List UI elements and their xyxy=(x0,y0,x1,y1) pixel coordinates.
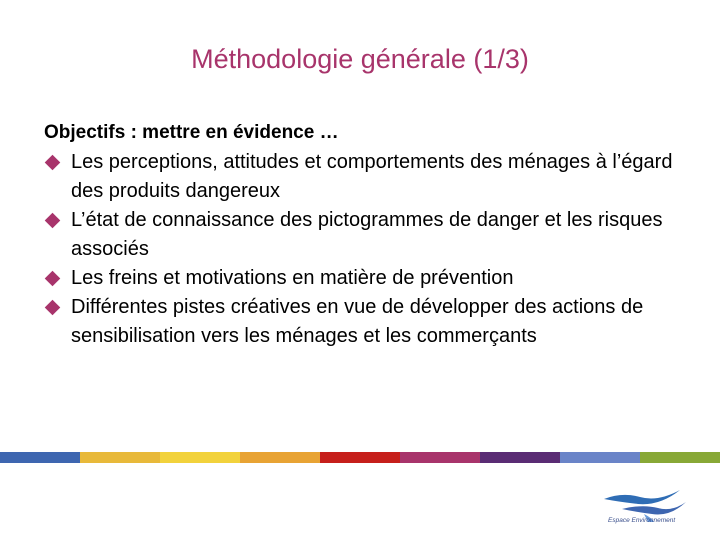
diamond-bullet-icon xyxy=(45,213,61,229)
footer-color-bar xyxy=(0,452,720,463)
bullet-item xyxy=(44,206,684,264)
color-bar-segment xyxy=(320,452,400,463)
slide-content xyxy=(44,118,684,351)
diamond-bullet-icon xyxy=(45,271,61,287)
bullet-item xyxy=(44,293,684,351)
bullet-text: Différentes pistes créatives en vue de développer des actions de sensibilisation vers les ménages et les commerçants xyxy=(71,296,644,347)
color-bar-segment xyxy=(160,452,240,463)
color-bar-segment xyxy=(80,452,160,463)
bullet-item xyxy=(44,264,684,293)
logo-text: Espace Environnement xyxy=(608,517,676,524)
diamond-bullet-icon xyxy=(45,300,61,316)
bullet-text: L’état de connaissance des pictogrammes de danger et les risques associés xyxy=(71,209,663,260)
color-bar-segment xyxy=(0,452,80,463)
color-bar-segment xyxy=(480,452,560,463)
bullet-text: Les freins et motivations en matière de prévention xyxy=(71,267,514,289)
diamond-bullet-icon xyxy=(45,155,61,171)
bullet-text: Les perceptions, attitudes et comportements des ménages à l’égard des produits dangereux xyxy=(71,151,673,202)
objectives-intro: Objectifs : mettre en évidence … xyxy=(44,122,339,143)
color-bar-segment xyxy=(640,452,720,463)
slide-title: Méthodologie générale (1/3) xyxy=(191,44,529,74)
color-bar-segment xyxy=(400,452,480,463)
color-bar-segment xyxy=(240,452,320,463)
bullet-item xyxy=(44,148,684,206)
color-bar-segment xyxy=(560,452,640,463)
bullet-list xyxy=(44,148,684,351)
